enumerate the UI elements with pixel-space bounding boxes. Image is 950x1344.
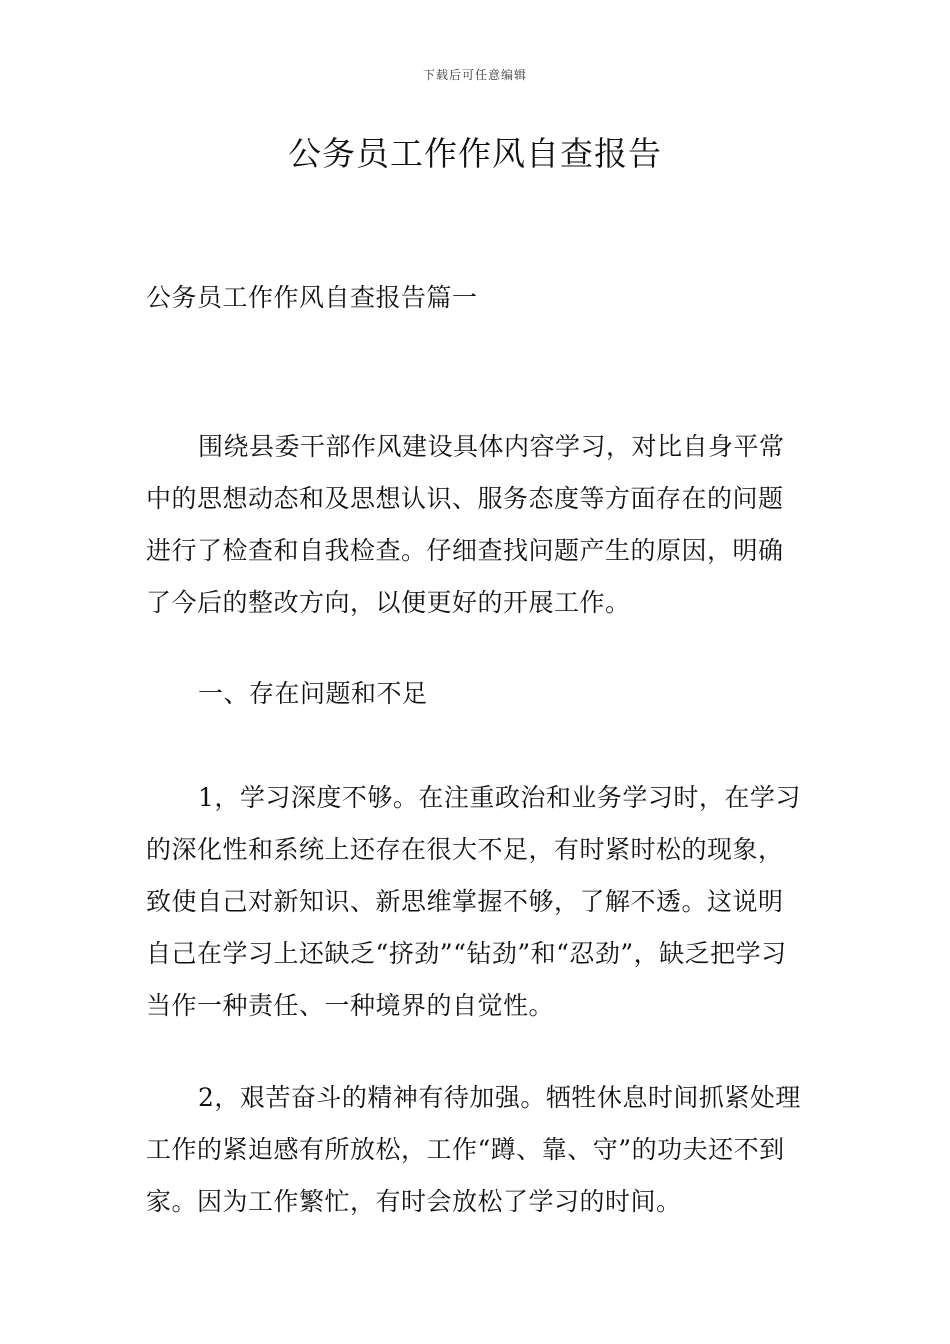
paragraph-intro: 围绕县委干部作风建设具体内容学习，对比自身平常中的思想动态和及思想认识、服务态度等方面存在的问题进行了检查和自我检查。仔细查找问题产生的原因，明确了今后的整改方向，以便更好的开展工作。 [146,432,785,617]
section-subtitle: 公务员工作作风自查报告篇一 [146,283,478,312]
section-heading-problems: 一、存在问题和不足 [198,679,428,708]
paragraph-point-2: 2，艰苦奋斗的精神有待加强。牺牲休息时间抓紧处理工作的紧迫感有所放松，工作“蹲、靠、守”的功夫还不到家。因为工作繁忙，有时会放松了学习的时间。 [146,1083,801,1216]
document-title: 公务员工作作风自查报告 [288,134,662,173]
header-note: 下载后可任意编辑 [422,68,527,82]
paragraph-point-1: 1，学习深度不够。在注重政治和业务学习时，在学习的深化性和系统上还存在很大不足，有时紧时松的现象，致使自己对新知识、新思维掌握不够，了解不透。这说明自己在学习上还缺乏“挤劲”“钻劲”和“忍劲”，缺乏把学习当作一种责任、一种境界的自觉性。 [146,783,801,1020]
